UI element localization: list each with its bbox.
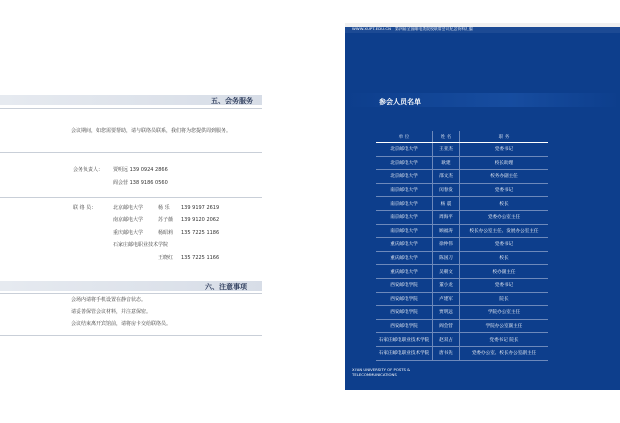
cell-title: 院长 (460, 292, 549, 306)
liaison-org-1: 北京邮电大学 (113, 205, 144, 211)
cell-name: 卢建军 (433, 292, 460, 306)
cell-unit: 北京邮电大学 (376, 170, 433, 184)
liaison-name-5: 王晓红 (158, 255, 174, 261)
cell-title: 党委书记 (460, 278, 549, 292)
table-row (376, 292, 548, 306)
attendee-table-body (376, 143, 548, 361)
cell-name: 徐仲伟 (433, 238, 460, 252)
liaison-name-2: 苏子薇 (158, 217, 174, 223)
staff-2: 阎会营 138 9186 0560 (113, 180, 168, 186)
staff-rule (0, 197, 262, 198)
cell-unit: 石家庄邮电职业技术学院 (376, 333, 433, 347)
cell-unit: 北京邮电大学 (376, 143, 433, 157)
liaison-name-3: 杨昭莉 (158, 230, 174, 236)
table-row (376, 197, 548, 211)
cell-name: 吴朝文 (433, 265, 460, 279)
table-row (376, 319, 548, 333)
liaison-name-1: 杨 乐 (158, 205, 170, 211)
table-row (376, 170, 548, 184)
cell-name: 周海平 (433, 210, 460, 224)
cell-title: 党委书记 院长 (460, 333, 549, 347)
cell-title: 党委书记 (460, 143, 549, 157)
attendee-table (376, 131, 548, 361)
table-row (376, 346, 548, 360)
liaison-phone-1: 139 9197 2619 (181, 205, 220, 211)
cell-name: 贾明远 (433, 306, 460, 320)
cell-name: 闵春发 (433, 183, 460, 197)
liaison-org-4: 石家庄邮电职业技术学院 (113, 242, 169, 248)
roster-title: 参会人员名单 (379, 98, 421, 106)
table-row (376, 183, 548, 197)
cell-name: 唐书先 (433, 346, 460, 360)
cell-name: 邵文杰 (433, 170, 460, 184)
liaison-phone-2: 139 9120 2062 (181, 217, 220, 223)
cell-unit: 南京邮电大学 (376, 210, 433, 224)
section5-title: 五、会务服务 (211, 97, 253, 105)
cell-title: 学院办公室主任 (460, 306, 549, 320)
cell-unit: 南京邮电大学 (376, 183, 433, 197)
section6-rule (0, 293, 262, 294)
cell-unit: 西安邮电学院 (376, 292, 433, 306)
cell-unit: 重庆邮电大学 (376, 251, 433, 265)
table-row (376, 306, 548, 320)
cell-unit: 北京邮电大学 (376, 156, 433, 170)
cell-name: 赵双占 (433, 333, 460, 347)
cell-name: 王亚杰 (433, 143, 460, 157)
cell-title: 党委书记 (460, 238, 549, 252)
table-row (376, 210, 548, 224)
table-row (376, 265, 548, 279)
table-row (376, 278, 548, 292)
cell-unit: 南京邮电大学 (376, 224, 433, 238)
cell-unit: 石家庄邮电职业技术学院 (376, 346, 433, 360)
footer-line-2: TELECOMMUNICATIONS (352, 372, 397, 377)
cell-unit: 南京邮电大学 (376, 197, 433, 211)
cell-unit: 西安邮电学院 (376, 278, 433, 292)
cell-name: 杨 震 (433, 197, 460, 211)
cell-title: 党委办公室主任 (460, 210, 549, 224)
cell-title: 校办副主任 (460, 265, 549, 279)
cell-title: 党委书记 (460, 183, 549, 197)
cell-title: 学院办公室副主任 (460, 319, 549, 333)
section5-rule (0, 108, 262, 109)
header-text (352, 26, 473, 32)
table-row (376, 333, 548, 347)
cell-name: 陈国刀 (433, 251, 460, 265)
note-1: 会场内请将手机设置在静音状态。 (71, 297, 147, 303)
cell-unit: 西安邮电学院 (376, 306, 433, 320)
liaison-label: 联 络 员： (73, 205, 97, 211)
staff-1: 贾明远 139 0924 2866 (113, 167, 168, 173)
column-header-unit: 单 位 (376, 131, 433, 143)
cell-unit: 西安邮电学院 (376, 319, 433, 333)
cell-name: 阎会营 (433, 319, 460, 333)
table-row (376, 156, 548, 170)
liaison-phone-3: 135 7225 1186 (181, 230, 220, 236)
footer-university-name (352, 367, 410, 377)
cell-name: 董小龙 (433, 278, 460, 292)
note-3: 会议结束离开宾馆前，请将房卡交给联络员。 (71, 321, 172, 327)
section5-intro: 会议期间，如您需要帮助，请与联络员联系，我们将为您提供周到服务。 (71, 128, 232, 134)
liaison-phone-5: 135 7225 1166 (181, 255, 220, 261)
cell-title: 校长助理 (460, 156, 549, 170)
table-header-row (376, 131, 548, 143)
column-header-name: 姓 名 (433, 131, 460, 143)
column-header-title: 职 务 (460, 131, 549, 143)
cell-name: 耿建 (433, 156, 460, 170)
cell-unit: 重庆邮电大学 (376, 238, 433, 252)
cell-unit: 重庆邮电大学 (376, 265, 433, 279)
cell-title: 校长 (460, 197, 549, 211)
staff-label: 会务负责人： (73, 167, 104, 173)
section6-title: 六、注意事项 (205, 283, 247, 291)
cell-title: 校长 (460, 251, 549, 265)
footer-line-1: XI'AN UNIVERSITY OF POSTS & (352, 367, 411, 372)
table-row (376, 251, 548, 265)
note-2: 请妥善保管会议材料，并注意保密。 (71, 309, 152, 315)
header-conference-title: 第四届全国邮电类院校联席会议纪念资料汇编 (395, 26, 473, 31)
table-row (376, 143, 548, 157)
liaison-org-3: 重庆邮电大学 (113, 230, 144, 236)
cell-title: 党委办公室、校长办公室副主任 (460, 346, 549, 360)
cell-title: 校务办副主任 (460, 170, 549, 184)
notes-rule (0, 335, 262, 336)
liaison-org-2: 南京邮电大学 (113, 217, 144, 223)
cell-title: 校长办公室主任、发展办公室主任 (460, 224, 549, 238)
cell-name: 顾福涛 (433, 224, 460, 238)
header-url: WWW.XUPT.EDU.CN (352, 26, 392, 31)
intro-rule (0, 152, 262, 153)
table-row (376, 224, 548, 238)
table-row (376, 238, 548, 252)
